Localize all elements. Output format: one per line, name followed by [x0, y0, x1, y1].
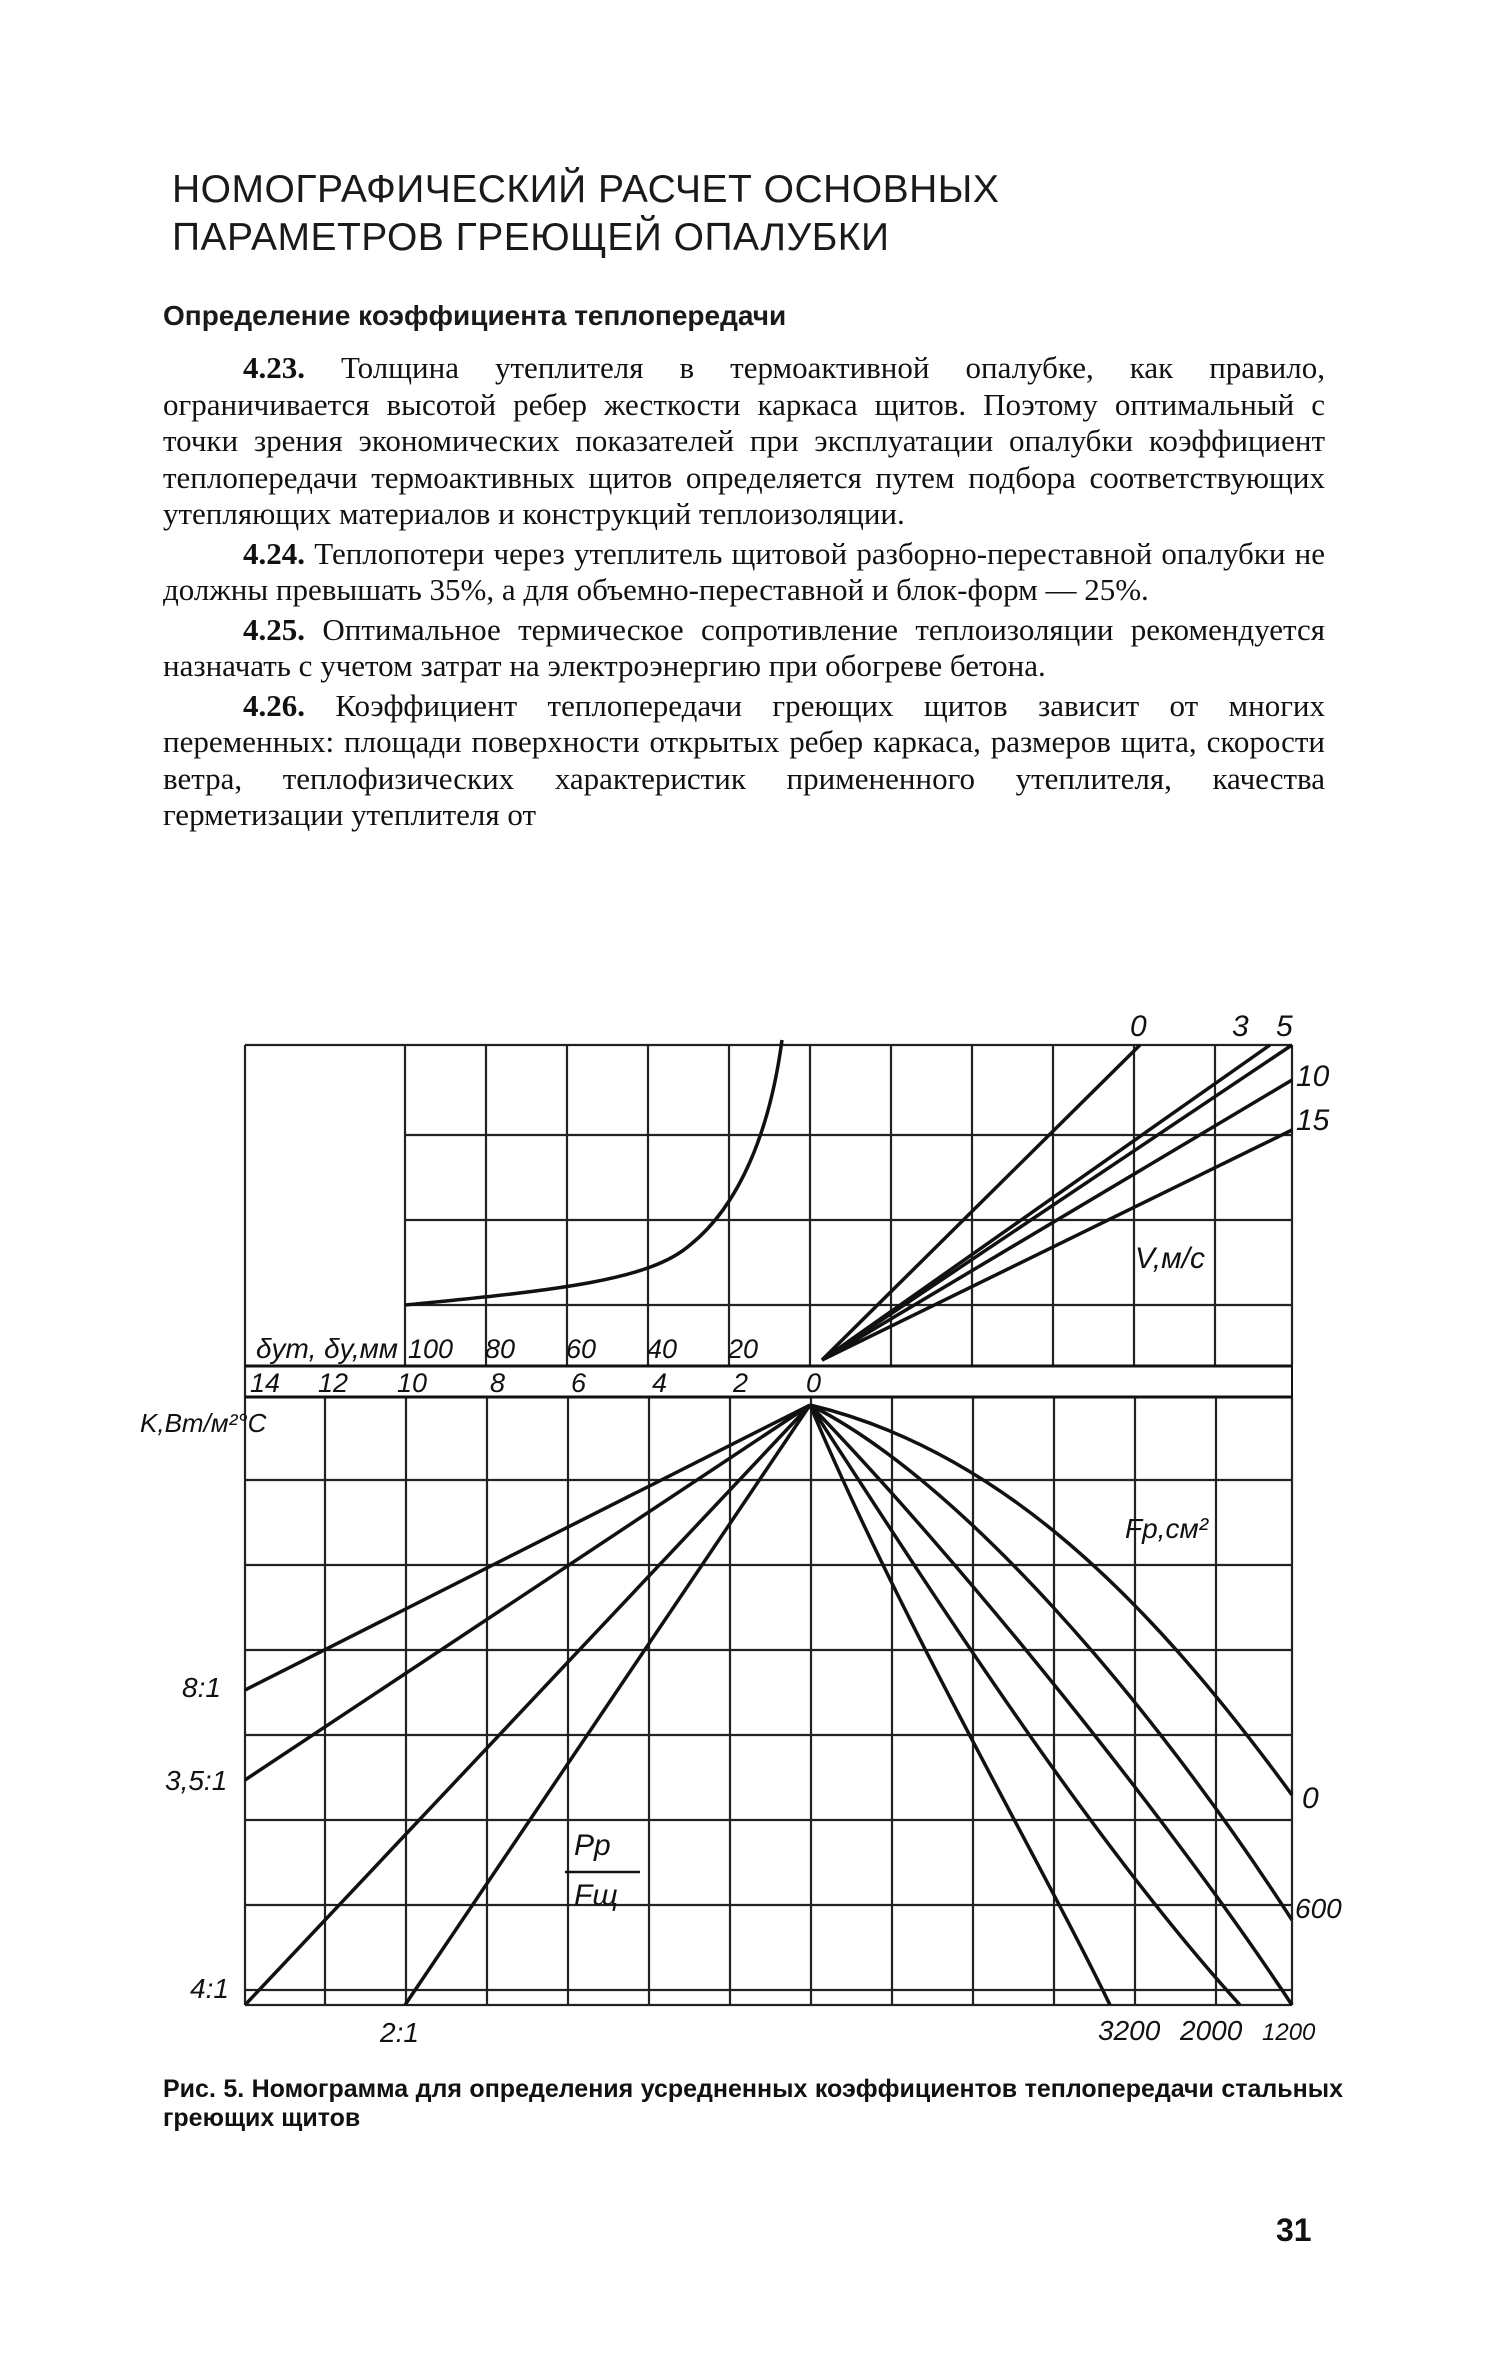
- thickness-value-80: 80: [485, 1334, 516, 1364]
- fp-curve-3200: [810, 1405, 1110, 2005]
- k-scale-10: 10: [397, 1368, 428, 1398]
- page-number: 31: [1276, 2212, 1312, 2248]
- paragraph-number: 4.24.: [243, 535, 305, 571]
- body-text: [163, 350, 1325, 837]
- ratio-line-8-1: [245, 1405, 810, 1690]
- thickness-value-100: 100: [408, 1334, 454, 1364]
- section-title: [172, 166, 999, 262]
- paragraph-text: Оптимальное термическое сопротивление теплоизоляции рекомендуется назначать с учетом затрат на электроэнергию при обогреве бетона.: [163, 611, 1325, 683]
- ratio-line-4-1: [245, 1405, 810, 2005]
- paragraph-4-23: [163, 350, 1325, 533]
- wind-lines: [822, 1045, 1292, 1360]
- ratio-line-2-1: [405, 1405, 810, 2005]
- left-ratio-3-5-1: 3,5:1: [165, 1765, 228, 1796]
- ratio-line-3-5-1: [245, 1405, 810, 1780]
- k-scale-2: 2: [733, 1368, 749, 1398]
- right-value-600: 600: [1295, 1893, 1342, 1924]
- paragraph-4-26: [163, 688, 1325, 834]
- paragraph-number: 4.25.: [243, 611, 305, 647]
- wind-line-5: [822, 1045, 1292, 1360]
- k-scale-12: 12: [318, 1368, 349, 1398]
- left-ratio-4-1: 4:1: [190, 1973, 229, 2004]
- wind-value-5: 5: [1276, 1010, 1293, 1043]
- wind-line-3: [822, 1045, 1270, 1360]
- paragraph-text: Теплопотери через утеплитель щитовой разборно-переставной опалубки не должны превышать 35%, а для объемно-переставной и блок-форм — 25%.: [163, 535, 1325, 607]
- figure-caption: Рис. 5. Номограмма для определения усредненных коэффициентов теплопередачи стальных греющих щитов: [163, 2075, 1343, 2132]
- wind-value-15: 15: [1296, 1104, 1330, 1137]
- subheading: Определение коэффициента теплопередачи: [163, 300, 787, 331]
- wind-value-0: 0: [1130, 1010, 1147, 1043]
- wind-axis-label: V,м/с: [1135, 1242, 1206, 1275]
- wind-value-3: 3: [1232, 1010, 1249, 1043]
- wind-value-10: 10: [1296, 1060, 1330, 1093]
- paragraph-text: Коэффициент теплопередачи греющих щитов зависит от многих переменных: площади поверхности открытых ребер каркаса, размеров щита, скорости ветра, теплофизических характеристик примененного утеплителя, качества герметизации утеплителя от: [163, 687, 1325, 832]
- ratio-lines: [245, 1405, 810, 2005]
- thickness-label: δут, δу,мм: [256, 1333, 398, 1364]
- left-ratio-8-1: 8:1: [182, 1672, 221, 1703]
- bottom-ratio-2-1: 2:1: [380, 2017, 419, 2048]
- thickness-value-20: 20: [728, 1334, 759, 1364]
- bottom-value-1200: 1200: [1262, 2019, 1316, 2046]
- bottom-value-3200: 3200: [1098, 2015, 1161, 2046]
- fp-curves: [810, 1405, 1292, 2005]
- right-value-0: 0: [1302, 1782, 1319, 1815]
- fp-label: Fр,см²: [1125, 1513, 1208, 1544]
- bottom-value-2000: 2000: [1180, 2015, 1243, 2046]
- k-scale-6: 6: [571, 1368, 587, 1398]
- fp-curve-1200: [810, 1405, 1292, 2005]
- ratio-label-numerator: Pр: [574, 1829, 611, 1862]
- k-scale-0: 0: [806, 1368, 822, 1398]
- thickness-curve: [405, 1040, 782, 1305]
- k-scale-8: 8: [490, 1368, 506, 1398]
- thickness-value-40: 40: [647, 1334, 678, 1364]
- wind-line-0: [822, 1045, 1140, 1360]
- paragraph-number: 4.26.: [243, 687, 305, 723]
- paragraph-text: Толщина утеплителя в термоактивной опалубке, как правило, ограничивается высотой ребер жесткости каркаса щитов. Поэтому оптимальный с точки зрения экономических показателей при эксплуатации опалубки коэффициент теплопередачи термоактивных щитов определяется путем подбора соответствующих утепляющих материалов и конструкций теплоизоляции.: [163, 350, 1325, 531]
- wind-line-15: [822, 1130, 1292, 1360]
- nomogram-figure: [0, 990, 1501, 2050]
- section-title-line-2: ПАРАМЕТРОВ ГРЕЮЩЕЙ ОПАЛУБКИ: [172, 216, 890, 259]
- paragraph-4-24: [163, 536, 1325, 609]
- fp-curve-0: [810, 1405, 1292, 1795]
- thickness-value-60: 60: [566, 1334, 597, 1364]
- k-scale-4: 4: [652, 1368, 668, 1398]
- ratio-label-denominator: Fщ: [574, 1879, 618, 1912]
- section-title-line-1: НОМОГРАФИЧЕСКИЙ РАСЧЕТ ОСНОВНЫХ: [172, 168, 1000, 211]
- paragraph-4-25: [163, 612, 1325, 685]
- k-scale-14: 14: [250, 1368, 281, 1398]
- paragraph-number: 4.23.: [243, 350, 305, 385]
- k-axis-label: K,Вт/м²°С: [140, 1408, 267, 1438]
- fp-curve-2000: [810, 1405, 1240, 2005]
